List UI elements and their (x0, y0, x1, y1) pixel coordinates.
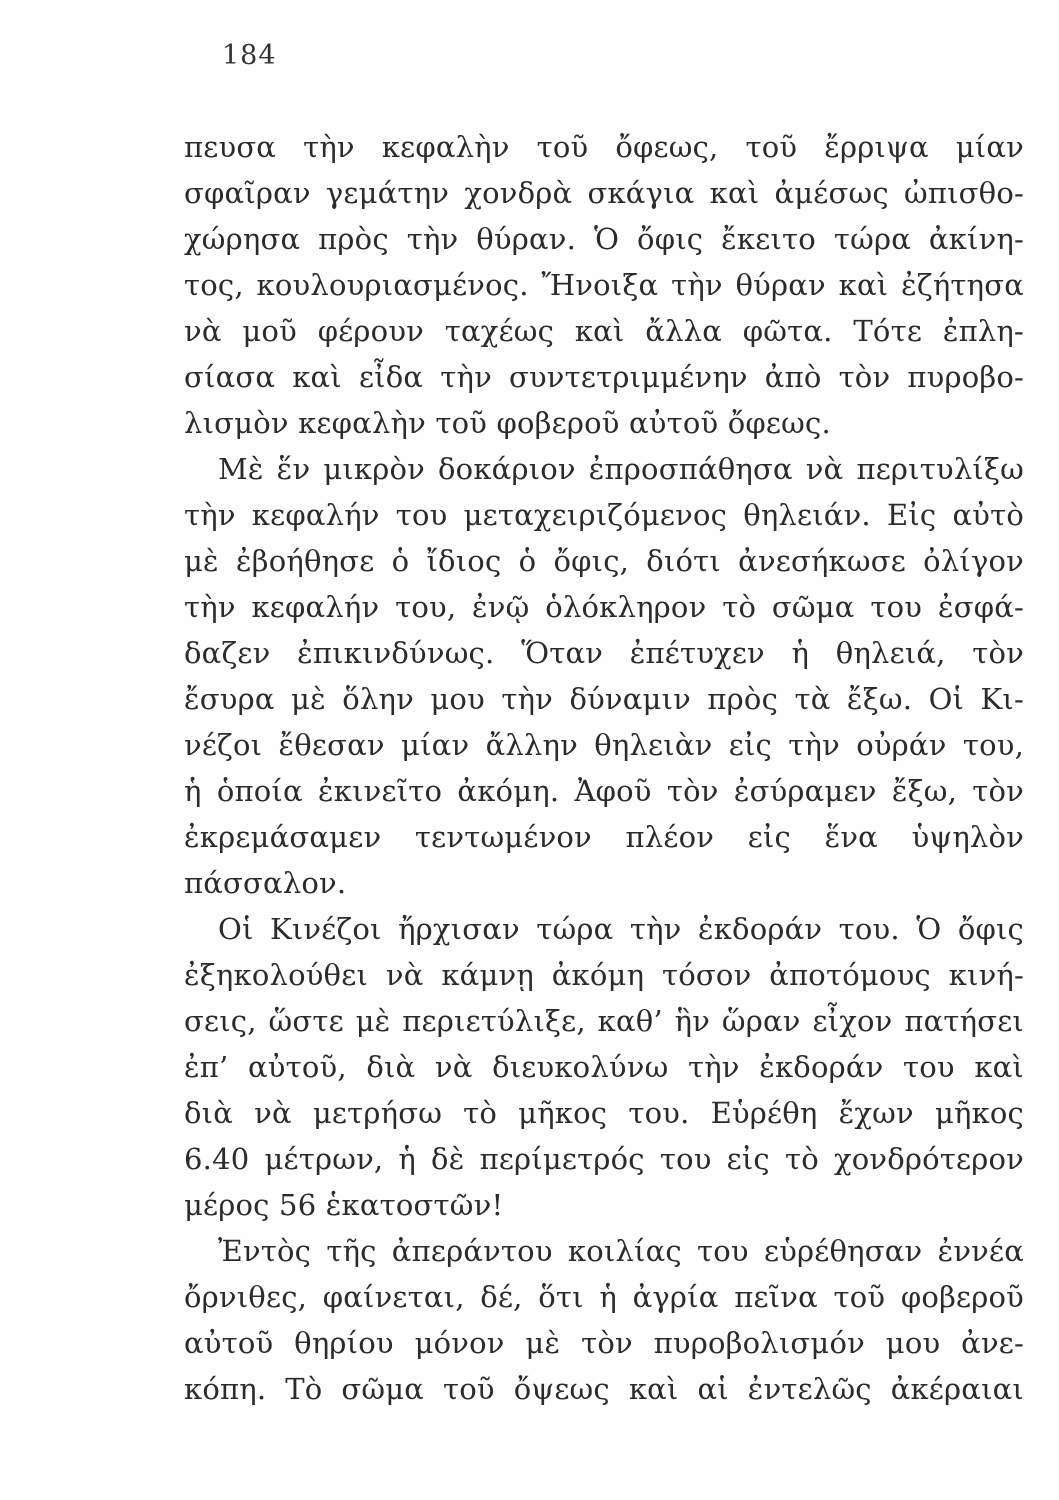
text-line: πάσσαλον. (184, 866, 347, 900)
text-line: ὄρνιθες, φαίνεται, δέ, ὅτι ἡ ἀγρία πεῖνα τοῦ φοβεροῦ (184, 1280, 1024, 1314)
text-line: λισμὸν κεφαλὴν τοῦ φοβεροῦ αὐτοῦ ὄφεως. (184, 406, 831, 440)
text-line: τὴν κεφαλήν του μεταχειριζόμενος θηλειάν. Εἰς αὐτὸ (184, 498, 1024, 532)
text-line: τος, κουλουριασμένος. Ἤνοιξα τὴν θύραν καὶ ἐζήτησα (184, 268, 1024, 302)
text-line: πευσα τὴν κεφαλὴν τοῦ ὄφεως, τοῦ ἔρριψα μίαν (184, 130, 1024, 164)
text-line: αὐτοῦ θηρίου μόνον μὲ τὸν πυροβολισμόν μου ἀνε- (184, 1326, 1024, 1360)
body-text (184, 124, 1024, 1412)
text-line: ἔσυρα μὲ ὅλην μου τὴν δύναμιν πρὸς τὰ ἔξω. Οἱ Κι- (184, 682, 1024, 716)
text-line: διὰ νὰ μετρήσω τὸ μῆκος του. Εὑρέθη ἔχων μῆκος (184, 1096, 1024, 1130)
text-line: ἡ ὁποία ἐκινεῖτο ἀκόμη. Ἀφοῦ τὸν ἐσύραμεν ἔξω, τὸν (184, 774, 1024, 808)
text-line: νὰ μοῦ φέρουν ταχέως καὶ ἄλλα φῶτα. Τότε ἐπλη- (184, 314, 1024, 348)
text-line: Οἱ Κινέζοι ἤρχισαν τώρα τὴν ἐκδοράν του. Ὁ ὄφις (218, 912, 1024, 946)
text-line: νέζοι ἔθεσαν μίαν ἄλλην θηλειὰν εἰς τὴν οὐράν του, (184, 728, 1024, 762)
text-line: σφαῖραν γεμάτην χονδρὰ σκάγια καὶ ἀμέσως ὠπισθο- (184, 176, 1024, 210)
text-line: ἐκρεμάσαμεν τεντωμένον πλέον εἰς ἕνα ὑψηλὸν (184, 820, 1024, 854)
page-number: 184 (222, 40, 277, 71)
text-line: Ἐντὸς τῆς ἀπεράντου κοιλίας του εὑρέθησαν ἐννέα (218, 1234, 1024, 1268)
text-line: 6.40 μέτρων, ἡ δὲ περίμετρός του εἰς τὸ χονδρότερον (184, 1142, 1024, 1176)
text-line: δαζεν ἐπικινδύνως. Ὅταν ἐπέτυχεν ἡ θηλειά, τὸν (184, 636, 1024, 670)
text-line: τὴν κεφαλήν του, ἐνῷ ὁλόκληρον τὸ σῶμα του ἐσφά- (184, 590, 1024, 624)
text-line: χώρησα πρὸς τὴν θύραν. Ὁ ὄφις ἔκειτο τώρα ἀκίνη- (184, 222, 1024, 256)
text-line: ἐξηκολούθει νὰ κάμνῃ ἀκόμη τόσον ἀποτόμους κινή- (184, 958, 1024, 992)
text-line: σίασα καὶ εἶδα τὴν συντετριμμένην ἀπὸ τὸν πυροβο- (184, 360, 1024, 394)
text-line: μέρος 56 ἑκατοστῶν! (184, 1188, 504, 1222)
text-line: σεις, ὥστε μὲ περιετύλιξε, καθ’ ἣν ὥραν εἶχον πατήσει (184, 1004, 1024, 1038)
text-line: μὲ ἐβοήθησε ὁ ἴδιος ὁ ὄφις, διότι ἀνεσήκωσε ὀλίγον (184, 544, 1024, 578)
text-line: ἐπ’ αὐτοῦ, διὰ νὰ διευκολύνω τὴν ἐκδοράν του καὶ (184, 1050, 1024, 1084)
text-line: κόπη. Τὸ σῶμα τοῦ ὄψεως καὶ αἱ ἐντελῶς ἀκέραιαι (184, 1372, 1024, 1406)
text-line: Μὲ ἕν μικρὸν δοκάριον ἐπροσπάθησα νὰ περιτυλίξω (218, 452, 1024, 486)
